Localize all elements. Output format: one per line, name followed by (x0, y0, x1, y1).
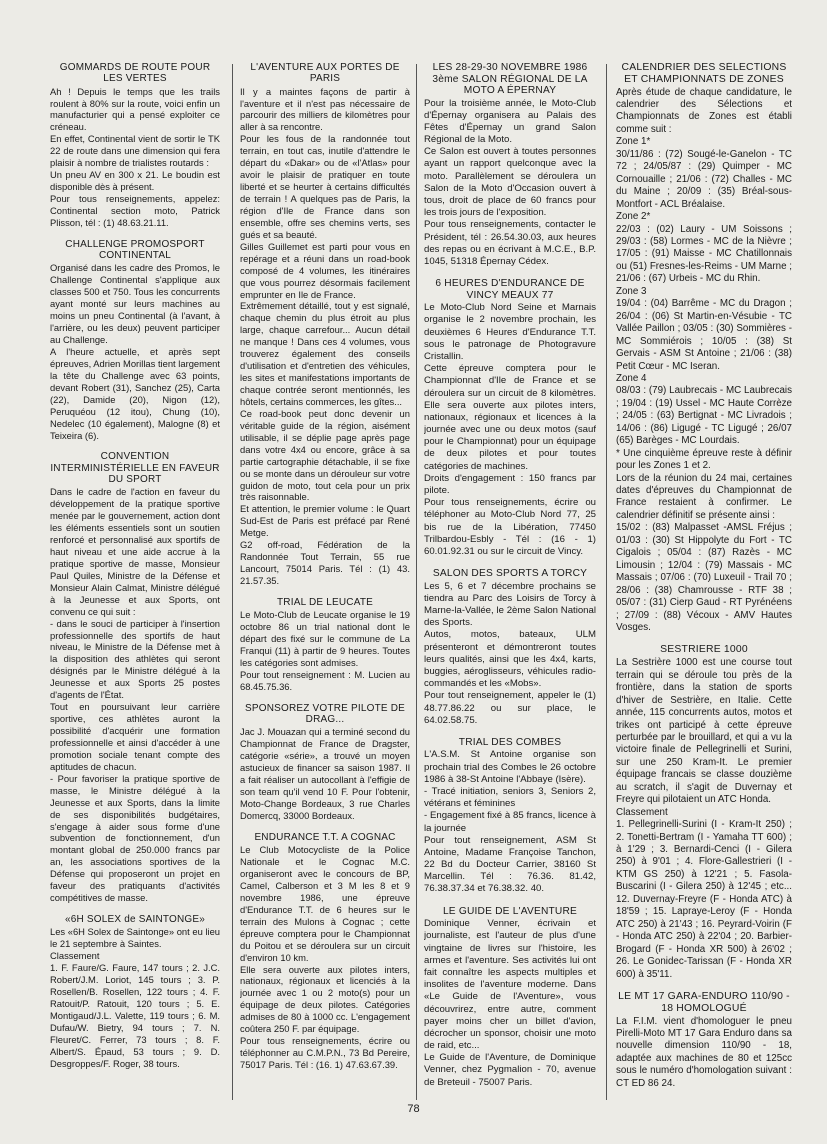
article (240, 62, 410, 587)
column-2 (240, 62, 410, 1104)
article-body: Le Moto-Club Nord Seine et Marnais organise le 2 novembre prochain, les deuxièmes 6 Heures d'Endurance T.T. sous le patronage de Photogravure Cristallin. Cette épreuve comptera pour le Championnat d'Ile de France et se déroulera sur un circuit de 8 kilomètres. Elle sera ouverte aux pilotes inters, nationaux, régionaux et licences à la journée avec une ou deux motos (sauf pour le Championnat) pour un équipage de deux pilotes et pour toutes catégories de machines. Droits d'engagement : 150 francs par pilote. Pour tous renseignements, écrire ou téléphoner au Moto-Club Nord 77, 25 bis rue de la Libération, 77450 Trilbardou-Esbly - Tél : (16 - 1) 60.01.92.31 ou sur le circuit de Vincy. (424, 302, 596, 557)
article-body: La Sestrière 1000 est une course tout terrain qui se déroule tou près de la frontière, dans la station de sports d'hiver de Sestrière, en Italie. Cette année, 115 concurrents autos, motos et trikes ont participé à cette épreuve perturbée par le brouillard, et qui a vu la victoire finale de Pellegrinelli et Surini, sur une 250 Kram-It. Le premier équipage francais se classe douzième au scratch, il s'agit de Duvernay et Freyre qui pilotaient un ATC Honda. Classement 1. Pellegrinelli-Surini (I - Kram-It 250) ; 2. Tonetti-Bertram (I - Yamaha TT 600) ; à 1'29 ; 3. Bernardi-Cenci (I - Gilera 250) à 9'01 ; 4. Flore-Gallestrieri (I - KTM GS 250) à 12'21 ; 5. Fasola-Buscarini (I - Gilera 250) à 12'45 ; etc... 12. Duvernay-Freyre (F - Honda ATC) à 18'59 ; 15. Lapraye-Leroy (F - Honda ATC 250) à 21'43 ; 16. Peyrard-Voirin (F - Honda ATC 250) à 22'04 ; 20. Barbier-Brogard (F - Honda XR 500) à 26'02 ; 26. Le Gonidec-Tarissan (F - Honda XR 600) à 35'11. (616, 657, 792, 980)
column-divider (606, 64, 607, 1100)
article (50, 62, 220, 229)
article-body: Dominique Venner, écrivain et journaliste, est l'auteur de plus d'une vingtaine de livres sur l'histoire, les armes et l'aventure. Ses activités lui ont fait connaître les aspects multiples et insolites de l'aventure moderne. Dans «Le Guide de l'Aventure», vous découvrirez, entre autre, comment payer moins cher un billet d'avion, décrocher un sponsor, choisir une moto de raid, etc... Le Guide de l'Aventure, de Dominique Venner, chez Pygmalion - 70, avenue de Breteuil - 75007 Paris. (424, 918, 596, 1088)
article (50, 914, 220, 1070)
article-body: Dans le cadre de l'action en faveur du développement de la pratique sportive menée par le gouvernement, action dont les éléments essentiels sont un soutien renforcé et personnalisé aux sportifs de haut niveau et une aide accrue à la pratique sportive de masse, Monsieur Paul Quiles, Ministre de la Défense et Monsieur Alain Calmat, Ministre délégué à la Jeunesse et aux Sports, ont convenu ce qui suit : - dans le souci de participer à l'insertion professionnelle des sportifs de haut niveau, le Ministre de la Défense met à la disposition des athlètes qui seront désignés par le Ministre délégué à la Jeunesse et aux Sports 25 postes d'agents de l'État. Tout en poursuivant leur carrière sportive, ces athlètes auront la possibilité d'acquérir une formation professionnelle et ainsi d'accéder à une promotion sociale tenant compte des aptitudes de chacun. - Pour favoriser la pratique sportive de masse, le Ministre délégué à la Jeunesse et aux Sports, dans la limite de ses disponibilités budgétaires, s'engage à aider sous forme d'une subvention de fonctionnement, d'un montant global de 250.000 francs par an, les associations sportives de la Défense qui proposeront un projet en faveur des pratiquants d'activités compétitives de masse. (50, 486, 220, 904)
article (616, 644, 792, 981)
article-title: SALON DES SPORTS A TORCY (432, 568, 588, 580)
article-title: ENDURANCE T.T. A COGNAC (254, 831, 396, 843)
article-body: Le Moto-Club de Leucate organise le 19 octobre 86 un trial national dont le départ des fixé sur le commune de La Franqui (11) à partir de 9 heures. Toutes les catégories sont admises. Pour tout renseignement : M. Lucien au 68.45.75.36. (240, 609, 410, 692)
column-divider (416, 64, 417, 1100)
article (424, 278, 596, 558)
column-divider (232, 64, 233, 1100)
article-title: TRIAL DE LEUCATE (277, 596, 373, 608)
article-title: 6 HEURES D'ENDURANCE DE VINCY MEAUX 77 (435, 278, 585, 301)
column-4 (616, 62, 792, 1104)
article (240, 703, 410, 822)
article-body: Jac J. Mouazan qui a terminé second du Championnat de France de Dragster, catégorie «série», a trouvé un moyen astucieux de financer sa saison 1987. Il a fait réaliser un autocollant à l'effigie de son team qu'il vend 10 F. Pour l'obtenir, Moto-Change Bordeaux, 3 rue Charles Domercq, 33000 Bordeaux. (240, 726, 410, 821)
article-title: CHALLENGE PROMOSPORT CONTINENTAL (65, 238, 205, 262)
article-body: Ah ! Depuis le temps que les trails roulent à 80% sur la route, voici enfin un manufacturier qui a pensé exploiter ce créneau. En effet, Continental vient de sortir le TK 22 de route dans une dimension qui fera plaisir à nombre de trialistes routards : Un pneu AV en 300 x 21. Le boudin est disponible dès à présent. Pour tous renseignements, appelez: Continental section moto, Patrick Plisson, tél : (1) 48.63.21.11. (50, 85, 220, 228)
article-body: Les 5, 6 et 7 décembre prochains se tiendra au Parc des Loisirs de Torcy à Marne-la-Vallée, le 2ème Salon National des Sports. Autos, motos, bateaux, ULM présenteront et démontreront toutes leurs qualités, ainsi que les 4x4, karts, buggies, aéroglisseurs, véhicules radio-commandés et les «Mobs». Pour tout renseignement, appeler le (1) 48.77.86.22 ou sur place, le 64.02.58.75. (424, 580, 596, 726)
article-body: Pour la troisième année, le Moto-Club d'Épernay organisera au Palais des Fêtes d'Épernay un grand Salon Régional de la Moto. Ce Salon est ouvert à toutes personnes ayant un rapport quelconque avec la moto. Parallèlement se déroulera un Salon de la Moto d'Occasion ouvert à tous, droit de place de 60 francs pour les trois jours de l'exposition. Pour tous renseignements, contacter le Président, tél : 26.54.30.03, aux heures des repas ou en écrivant à M.C.E., B.P. 1045, 51318 Épernay Cédex. (424, 97, 596, 267)
article-title: LE MT 17 GARA-ENDURO 110/90 - 18 HOMOLOGUÉ (618, 991, 790, 1014)
article-body: L'A.S.M. St Antoine organise son prochain trial des Combes le 26 octobre 1986 à 38-St Antoine l'Abbaye (Isère). - Tracé initiation, seniors 3, Seniors 2, vétérans et féminines - Engagement fixé à 85 francs, licence à la journée Pour tout renseignement, ASM St Antoine, Madame Françoise Tanchon, 22 Bd du Docteur Carrier, 38160 St Marcellin. Tél : 76.36. 81.42, 76.38.37.34 et 76.38.32. 40. (424, 749, 596, 895)
article-body: Il y a maintes façons de partir à l'aventure et il n'est pas nécessaire de parcourir des milliers de kilomètres pour aller à sa rencontre. Pour les fous de la randonnée tout terrain, en tout cas, inutile d'attendre le départ du «Dakar» ou de «l'Atlas» pour avoir le plaisir de pratiquer en toute liberté et se heurter à certains difficultés de terrain ! A quelques pas de Paris, la région d'Ile de France dans son ensemble, offre ses chemins verts, ses gués et sa beauté. Gilles Guillemet est parti pour vous en repérage et a réuni dans un road-book composé de 4 volumes, les itinéraires que vous pourrez désormais facilement emprunter en Ile de France. Extrêmement détaillé, tout y est signalé, chaque chemin du plus étroit au plus large, chaque carrefour... Aucun détail ne manque ! Dans ces 4 volumes, vous trouverez également des conseils d'utilisation et d'entretien des véhicules, les sites et manifestations importants de chaque contrée seront mentionnés, les hôtels, certains commerces, les gîtes... Ce road-book peut donc devenir un véritable guide de la région, aisément utilisable, il se déplie page après page dans votre 4x4 ou encore, grâce à sa partie cartographie détachable, il se fixe ou se monte dans un dérouleur sur votre guidon de moto, tout cela pour un prix très raisonnable. Et attention, le premier volume : le Quart Sud-Est de Paris est préfacé par René Metge. G2 off-road, Fédération de la Randonnée Tout Terrain, 55 rue Lancourt, 75014 Paris. Tél : (1) 43. 21.57.35. (240, 85, 410, 586)
article (50, 451, 220, 904)
article-title: TRIAL DES COMBES (458, 736, 562, 748)
article (240, 597, 410, 693)
article-body: La F.I.M. vient d'homologuer le pneu Pirelli-Moto MT 17 Gara Enduro dans sa nouvelle dimension 110/90 - 18, adaptée aux machines de 80 et 125cc sous le numéro d'homologation suivant : CT ED 86 24. (616, 1015, 792, 1089)
article (616, 62, 792, 634)
column-3 (424, 62, 596, 1104)
article (240, 832, 410, 1071)
article-body: Les «6H Solex de Saintonge» ont eu lieu le 21 septembre à Saintes. Classement 1. F. Faure/G. Faure, 147 tours ; 2. J.C. Robert/J.M. Loriot, 145 tours ; 3. P. Rosellen/B. Rosellen, 122 tours ; 4. F. Ratouit/P. Ratouit, 120 tours ; 5. E. Montigaud/J.L. Valette, 119 tours ; 6. M. Dufau/W. Bietry, 94 tours ; 7. N. Fleuret/C. Ferrer, 73 tours ; 8. F. Albert/S. Épaud, 53 tours ; 9. D. Desgroppes/F. Roger, 38 tours. (50, 926, 220, 1069)
article-title: CONVENTION INTERMINISTÉRIELLE EN FAVEUR DU SPORT (50, 451, 220, 485)
column-1 (50, 62, 220, 1104)
article-body: Après étude de chaque candidature, le calendrier des Sélections et Championnats de Zones est établi comme suit : Zone 1* 30/11/86 : (72) Sougé-le-Ganelon - TC 72 ; 24/05/87 : (29) Quimper - MC Cornouaille ; 21/06 : (72) Challes - MC du Maine ; 20/09 : (35) Bréal-sous-Montfort - ACL Bréalaise. Zone 2* 22/03 : (02) Laury - UM Soissons ; 29/03 : (58) Lormes - MC de la Nièvre ; 17/05 : (91) Maisse - MC Chatillonnais ou (51) Fresnes-les-Reims - UM Marne ; 21/06 : (67) Urbeis - MC du Rhin. Zone 3 19/04 : (04) Barrême - MC du Dragon ; 26/04 : (06) St Martin-en-Vésubie - TC Vallée Paillon ; 03/05 : (30) Sommières - MC Sommiérois ; 10/05 : (38) St Gervais - ASM St Antoine ; 21/06 : (38) Petit Cœur - MC Iseran. Zone 4 08/03 : (79) Laubrecais - MC Laubrecais ; 19/04 : (19) Ussel - MC Haute Corrèze ; 24/05 : (63) Bertignat - MC Livradois ; 14/06 : (86) Ligugé - TC Ligugé ; 26/07 (65) Barèges - MC Lourdais. * Une cinquième épreuve reste à définir pour les Zones 1 et 2. Lors de la réunion du 24 mai, certaines dates d'épreuves du Championnat de France restaient à confirmer. Le calendrier définitif se présente ainsi : 15/02 : (83) Malpasset -AMSL Fréjus ; 01/03 : (30) St Hippolyte du Fort - TC Cigalois ; 05/04 : (87) Razès - MC Limousin ; 12/04 : (79) Massais - MC Massais ; 07/06 : (70) Luxeuil - Trail 70 ; 28/06 : (38) Chamrousse - RTF 38 ; 05/07 : (31) Cierp Gaud - RT Pyrénéens ; 27/09 : (88) Vécoux - AMV Hautes Vosges. (616, 86, 792, 634)
article (424, 568, 596, 727)
article-title: SESTRIERE 1000 (660, 644, 748, 656)
article-title: LES 28-29-30 NOVEMBRE 1986 3ème SALON RÉGIONAL DE LA MOTO A ÉPERNAY (432, 62, 588, 97)
article (424, 62, 596, 268)
article-title: LE GUIDE DE L'AVENTURE (442, 905, 578, 917)
article (616, 991, 792, 1090)
article-title: GOMMARDS DE ROUTE POUR LES VERTES (59, 62, 211, 85)
article-body: Le Club Motocycliste de la Police Nationale et le Cognac M.C. organiseront avec le concours de BP, Camel, Calberson et 3 M les 8 et 9 novembre 1986, une épreuve d'Endurance T.T. de 6 heures sur le terrain des Mulons à Cognac ; cette épreuve comptera pour le Championnat du Poitou et se déroulera sur un circuit d'environ 10 km. Elle sera ouverte aux pilotes inters, nationaux, régionaux et licenciés à la journée avec 1 ou 2 moto(s) pour un équipage de deux pilotes. Catégories admises de 80 à 1000 cc. L'engagement coûtera 250 F. par équipage. Pour tous renseignements, écrire ou téléphonner au C.M.P.N., 73 Bd Pereire, 75017 Paris. Tél : (16. 1) 47.63.67.39. (240, 844, 410, 1070)
article (424, 737, 596, 896)
article-body: Organisé dans les cadre des Promos, le Challenge Continental s'applique aux classes 500 et 750. Tous les concurrents ayant monté sur leurs machines au moins un pneu Continental (à l'avant, à l'arrière, ou les deux) peuvent participer au Challenge. A l'heure actuelle, et après sept épreuves, Adrien Morillas tient largement la tête du Challenge avec 63 points, devant Robert (31), Sanchez (25), Carta (22), Damide (20), Nigon (12), Peruquéou (12 itou), Chung (10), Nedelec (10 également), Malogne (8) et Teixeira (6). (50, 262, 220, 441)
article-title: SPONSOREZ VOTRE PILOTE DE DRAG... (244, 702, 406, 726)
article (50, 239, 220, 442)
article-title: «6H SOLEX de SAINTONGE» (64, 914, 206, 926)
page-number: 78 (407, 1103, 420, 1115)
article-title: CALENDRIER DES SÉLECTIONS ET CHAMPIONNATS DE ZONES (621, 62, 787, 85)
article-title: L'AVENTURE AUX PORTES DE PARIS (250, 62, 400, 85)
article (424, 906, 596, 1089)
